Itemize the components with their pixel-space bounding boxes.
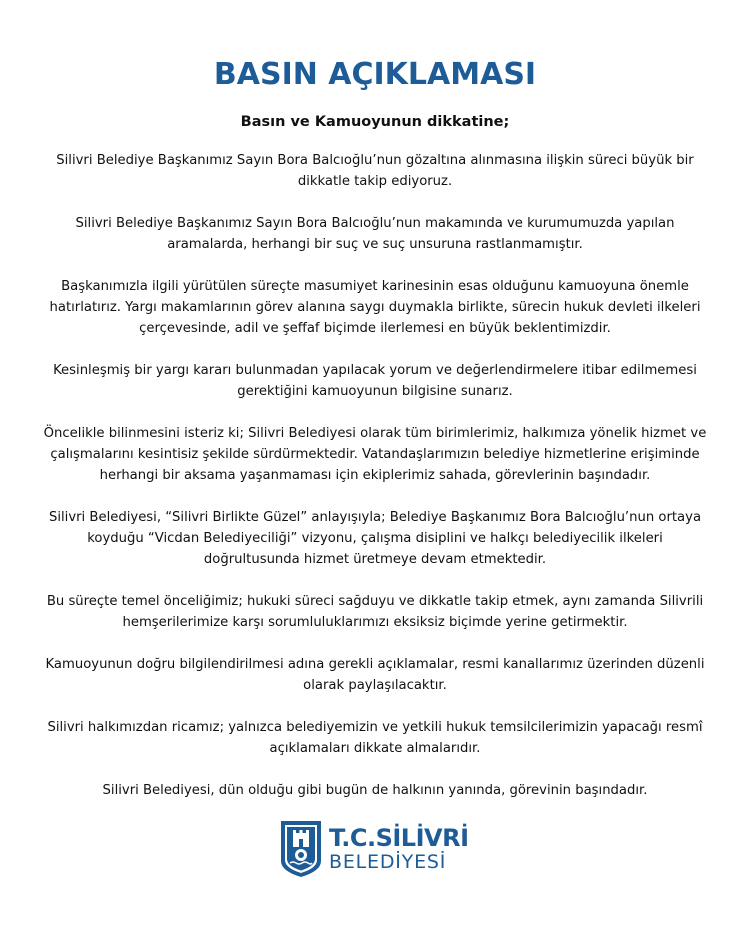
paragraph: Bu süreçte temel önceliğimiz; hukuki süreci sağduyu ve dikkatle takip etmek, aynı zamanda Silivrili hemşerilerimize karşı sorumluluklarımızı eksiksiz biçimde yerine getirmektir.	[46, 594, 704, 630]
page-title: BASIN AÇIKLAMASI	[213, 57, 537, 92]
silivri-municipality-emblem-icon	[281, 821, 321, 877]
paragraph: Silivri Belediye Başkanımız Sayın Bora Balcıoğlu’nun gözaltına alınmasına ilişkin süreci büyük bir dikkatle takip ediyoruz.	[56, 153, 694, 189]
paragraph: Kesinleşmiş bir yargı kararı bulunmadan yapılacak yorum ve değerlendirmelere itibar edilmemesi gerektiğini kamuoyunun bilgisine sunarız.	[53, 363, 697, 399]
page-subtitle: Basın ve Kamuoyunun dikkatine;	[240, 114, 510, 130]
municipality-logo	[281, 819, 471, 879]
paragraph: Silivri Belediye Başkanımız Sayın Bora Balcıoğlu’nun makamında ve kurumumuzda yapılan aramalarda, herhangi bir suç ve suç unsuruna rastlanmamıştır.	[75, 216, 675, 252]
logo-text	[329, 826, 469, 872]
paragraph: Silivri Belediyesi, “Silivri Birlikte Güzel” anlayışıyla; Belediye Başkanımız Bora Balcıoğlu’nun ortaya koyduğu “Vicdan Belediyeciliği” vizyonu, çalışma disiplini ve halkçı belediyecilik ilkeleri doğrultusunda hizmet üretmeye devam etmektedir.	[48, 510, 702, 567]
press-release-body	[40, 150, 710, 822]
paragraph: Kamuoyunun doğru bilgilendirilmesi adına gerekli açıklamalar, resmi kanallarımız üzerinden düzenli olarak paylaşılacaktır.	[45, 657, 705, 693]
logo-line1: T.C.SİLİVRİ	[329, 824, 469, 852]
logo-line2: BELEDİYESİ	[329, 851, 447, 873]
paragraph: Başkanımızla ilgili yürütülen süreçte masumiyet karinesinin esas olduğunu kamuoyuna önemle hatırlatırız. Yargı makamlarının görev alanına saygı duymakla birlikte, sürecin hukuk devleti ilkeleri çerçevesinde, adil ve şeffaf biçimde ilerlemesi en büyük beklentimizdir.	[49, 279, 701, 336]
paragraph: Silivri halkımızdan ricamız; yalnızca belediyemizin ve yetkili hukuk temsilcilerimizin yapacağı resmî açıklamaları dikkate almalarıdır.	[47, 720, 703, 756]
paragraph: Silivri Belediyesi, dün olduğu gibi bugün de halkının yanında, görevinin başındadır.	[102, 783, 648, 798]
paragraph: Öncelikle bilinmesini isteriz ki; Silivri Belediyesi olarak tüm birimlerimiz, halkımıza yönelik hizmet ve çalışmalarını kesintisiz şekilde sürdürmektedir. Vatandaşlarımızın belediye hizmetlerine erişiminde herhangi bir aksama yaşanmaması için ekiplerimiz sahada, görevlerinin başındadır.	[43, 426, 707, 483]
